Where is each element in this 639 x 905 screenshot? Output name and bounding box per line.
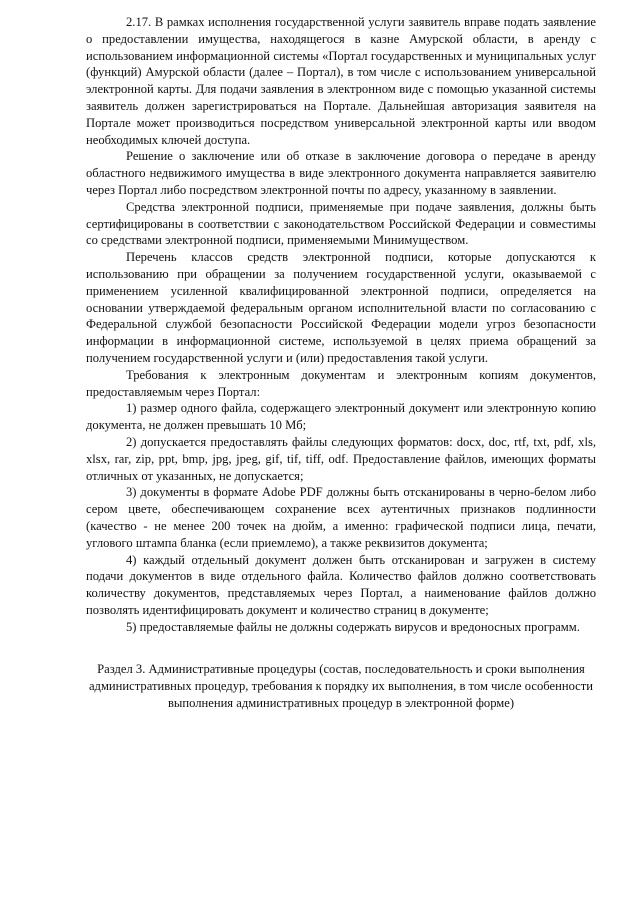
paragraph-signature-classes: Перечень классов средств электронной подписи, которые допускаются к использованию при обращении за получением государственной услуги, оказываемой с применением усиленной квалифицированной электронной подписи, определяется на основании утверждаемой федеральным органом исполнительной власти по согласованию с Федеральной службой безопасности Российской Федерации модели угроз безопасности информации в информационной системе, используемой в целях приема обращений за получением государственной услуги и (или) предоставления такой услуги. [86, 250, 596, 365]
requirement-item-4: 4) каждый отдельный документ должен быть отсканирован и загружен в систему подачи документов в виде отдельного файла. Количество файлов должно соответствовать количеству документов, представляемых через Портал, а наименование файлов должно позволять идентифицировать документ и количество страниц в документе; [86, 552, 596, 617]
requirement-item-1: 1) размер одного файла, содержащего электронный документ или электронную копию документа, не должен превышать 10 Мб; [86, 401, 596, 433]
requirement-item-3: 3) документы в формате Adobe PDF должны быть отсканированы в черно-белом либо сером цвете, обеспечивающем сохранение всех аутентичных признаков подлинности (качество - не менее 200 точек на дюйм, а именно: графической подписи лица, печати, углового штампа бланка (если приемлемо), а также реквизитов документа; [86, 485, 596, 550]
section-3-heading: Раздел 3. Административные процедуры (состав, последовательность и сроки выполнения административных процедур, требования к порядку их выполнения, в том числе особенности выполнения административных процедур в электронной форме) [88, 662, 594, 711]
document-body [86, 14, 596, 712]
paragraph-signature-means: Средства электронной подписи, применяемые при подаче заявления, должны быть сертифицированы в соответствии с законодательством Российской Федерации и совместимы со средствами электронной подписи, применяемыми Минимуществом. [86, 199, 596, 248]
requirement-item-2: 2) допускается предоставлять файлы следующих форматов: docx, doc, rtf, txt, pdf, xls, xlsx, rar, zip, ppt, bmp, jpg, jpeg, gif, tif, tiff, odf. Предоставление файлов, имеющих форматы отличных от указанных, не допускается; [86, 434, 596, 483]
paragraph-2-17: 2.17. В рамках исполнения государственной услуги заявитель вправе подать заявление о предоставлении имущества, находящегося в казне Амурской области, в аренду с использованием информационной системы «Портал государственных и муниципальных услуг (функций) Амурской области (далее – Портал), в том числе с использованием универсальной электронной карты. Для подачи заявления в электронном виде с помощью указанной системы заявитель должен зарегистрироваться на Портале. Дальнейшая авторизация заявителя на Портале может производиться посредством универсальной электронной карты или вводом необходимых ключей доступа. [86, 15, 596, 147]
paragraph-requirements-intro: Требования к электронным документам и электронным копиям документов, предоставляемым через Портал: [86, 367, 596, 399]
requirement-item-5: 5) предоставляемые файлы не должны содержать вирусов и вредоносных программ. [126, 619, 580, 634]
paragraph-decision: Решение о заключение или об отказе в заключение договора о передаче в аренду областного недвижимого имущества в виде электронного документа направляется заявителю через Портал либо посредством электронной почты по адресу, указанному в заявлении. [86, 149, 596, 197]
